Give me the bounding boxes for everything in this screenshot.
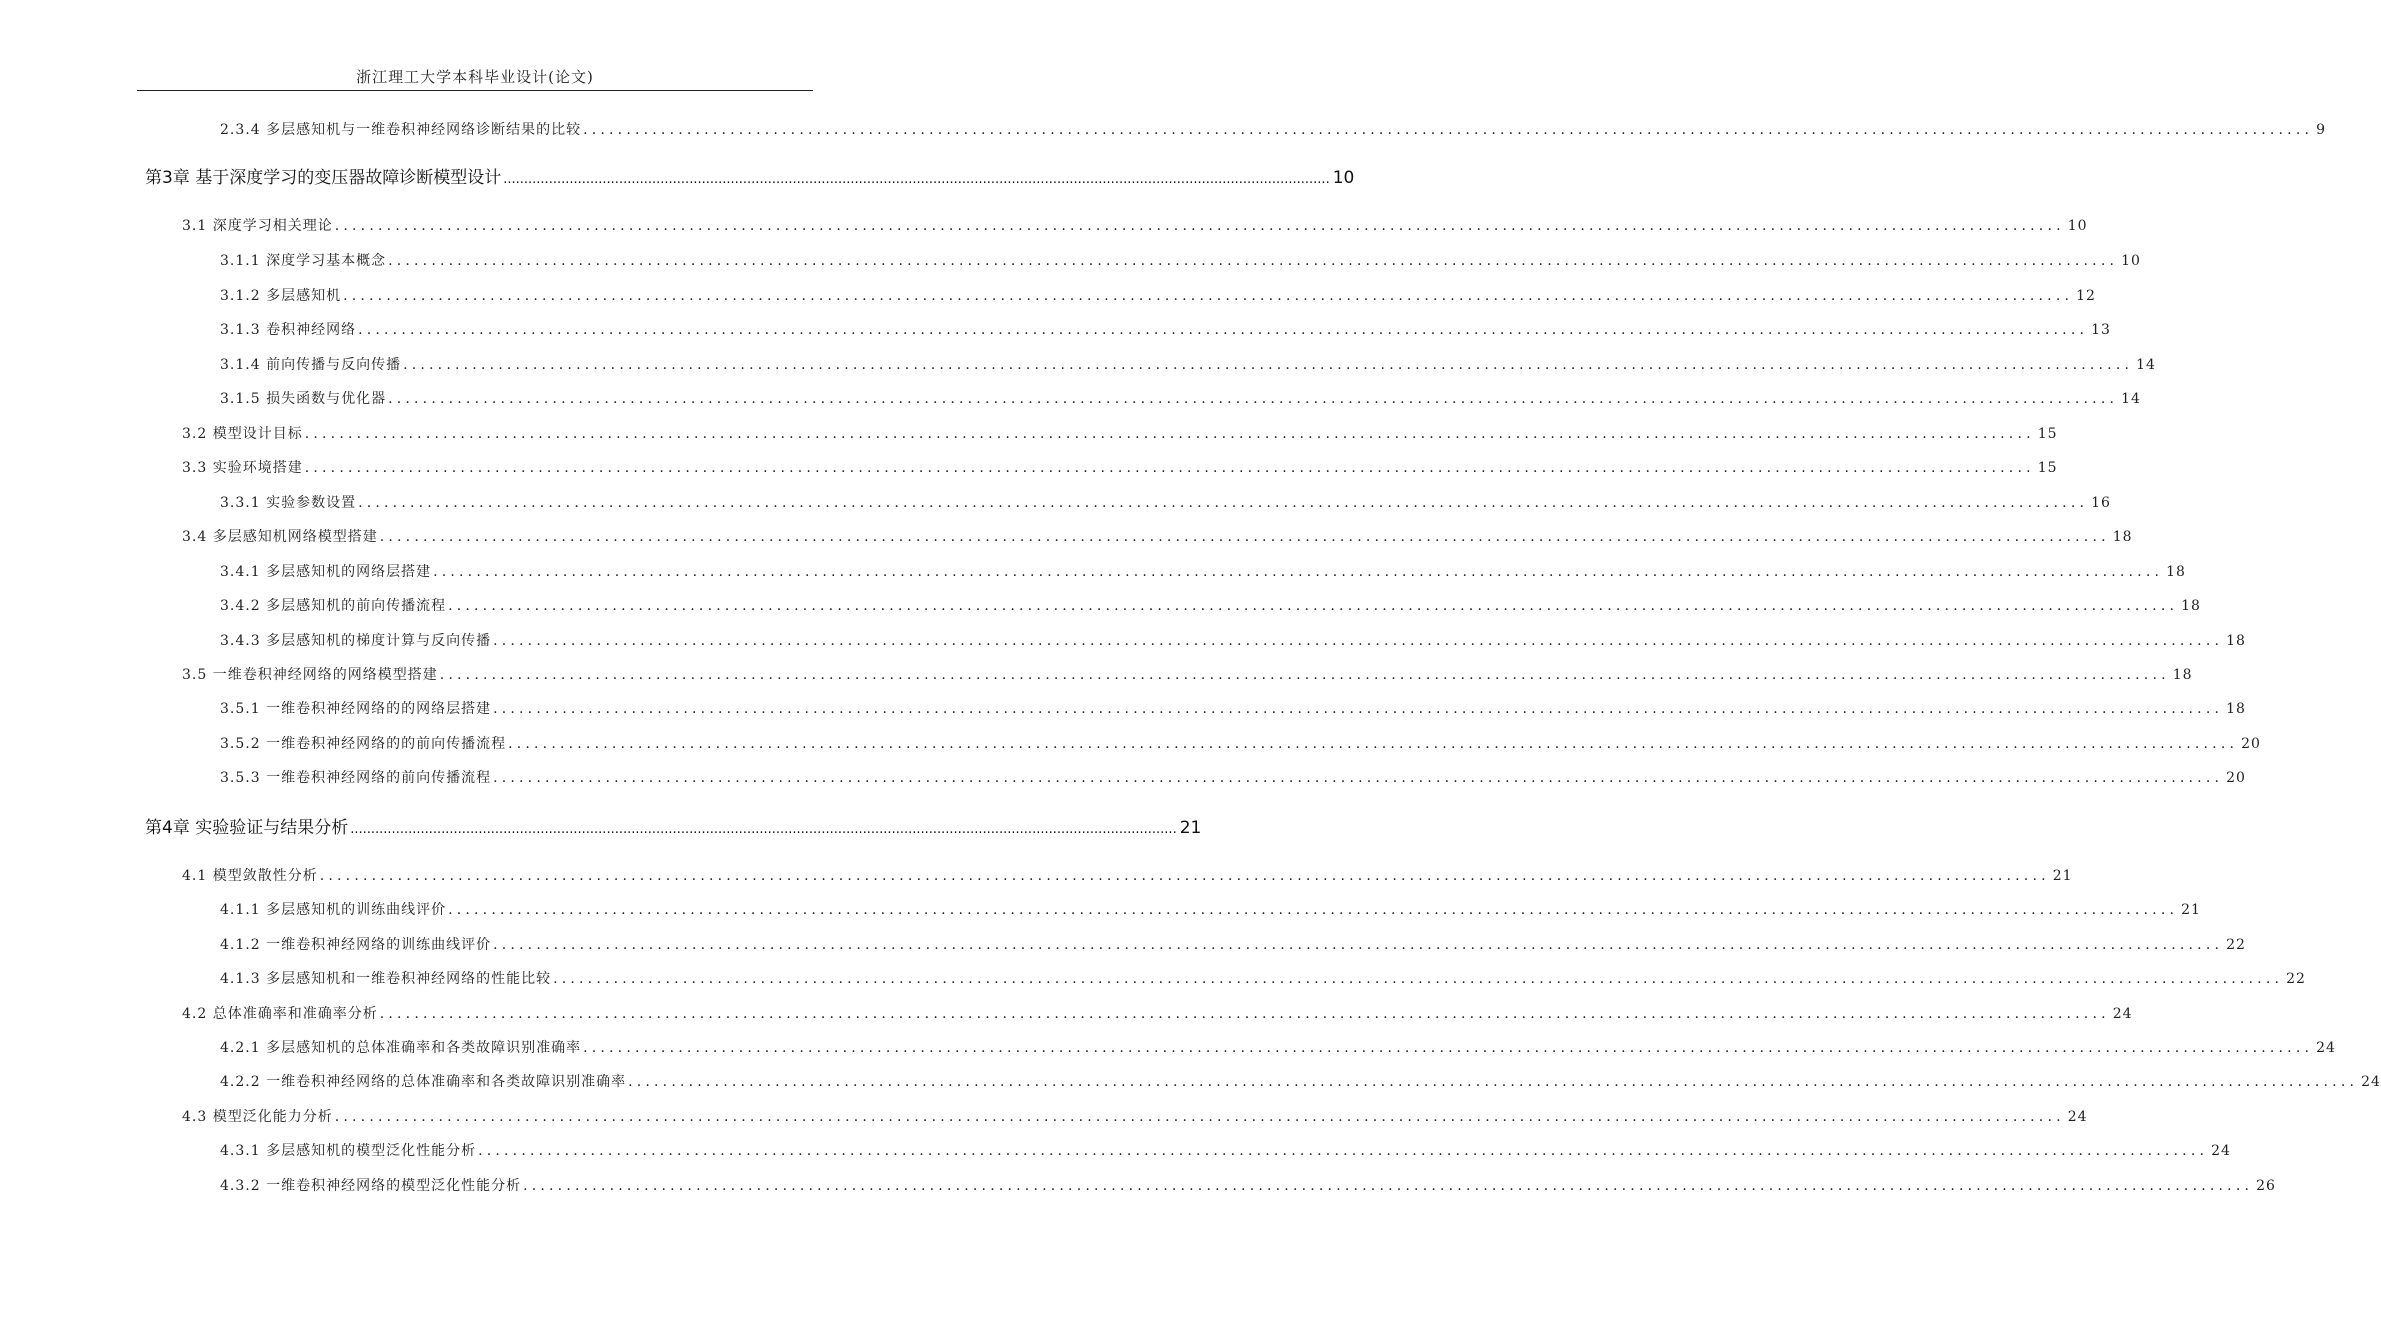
toc-section-entry[interactable] <box>220 561 2186 581</box>
toc-dot-leader: ........................................................................................................................................................................................................ <box>433 564 2164 580</box>
toc-dot-leader: ........................................................................................................................................................................................................ <box>304 426 2035 442</box>
toc-dot-leader: ........................................................................................................................................................................................................ <box>403 357 2134 373</box>
toc-entry-label: 3.1.4 前向传播与反向传播 <box>220 357 402 373</box>
toc-dot-leader: ........................................................................................................................................................................................................ <box>358 495 2089 511</box>
toc-entry-label: 4.3.1 多层感知机的模型泛化性能分析 <box>220 1143 477 1159</box>
toc-entry-label: 4.2 总体准确率和准确率分析 <box>182 1006 378 1022</box>
toc-section-entry[interactable] <box>220 767 2246 787</box>
toc-page-number: 18 <box>2112 529 2133 545</box>
toc-entry-label: 第4章 实验验证与结果分析 <box>145 818 349 838</box>
toc-entry-label: 3.1.2 多层感知机 <box>220 288 342 304</box>
toc-section-entry[interactable] <box>220 1140 2231 1160</box>
toc-dot-leader: ........................................................................................................................................................................................................ <box>343 288 2074 304</box>
toc-page-number: 15 <box>2037 460 2058 476</box>
toc-dot-leader: ........................................................................................................................................................................................................ <box>503 172 1330 187</box>
toc-entry-label: 3.2 模型设计目标 <box>182 426 303 442</box>
toc-section-entry[interactable] <box>220 698 2246 718</box>
toc-page-number: 24 <box>2316 1040 2336 1056</box>
toc-entry-label: 4.2.2 一维卷积神经网络的总体准确率和各类故障识别准确率 <box>220 1074 627 1090</box>
toc-section-entry[interactable] <box>220 934 2246 954</box>
toc-entry-label: 3.3 实验环境搭建 <box>182 460 303 476</box>
toc-section-entry[interactable] <box>220 899 2201 919</box>
toc-page-number: 10 <box>2121 253 2141 269</box>
toc-dot-leader: ........................................................................................................................................................................................................ <box>478 1143 2209 1159</box>
toc-page-number: 24 <box>2067 1109 2088 1125</box>
toc-dot-leader: ........................................................................................................................................................................................................ <box>358 322 2089 338</box>
toc-section-entry[interactable] <box>220 1175 2276 1195</box>
toc-entry-label: 4.1.1 多层感知机的训练曲线评价 <box>220 902 447 918</box>
toc-dot-leader: ........................................................................................................................................................................................................ <box>379 529 2110 545</box>
toc-page-number: 26 <box>2256 1178 2276 1194</box>
toc-entry-label: 3.1.1 深度学习基本概念 <box>220 253 387 269</box>
toc-page-number: 18 <box>2226 701 2246 717</box>
toc-page-number: 18 <box>2181 598 2201 614</box>
toc-dot-leader: ........................................................................................................................................................................................................ <box>334 218 2065 234</box>
toc-entry-label: 3.5.3 一维卷积神经网络的前向传播流程 <box>220 770 492 786</box>
toc-page-number: 10 <box>2067 218 2088 234</box>
toc-entry-label: 4.3 模型泛化能力分析 <box>182 1109 333 1125</box>
toc-entry-label: 3.4.3 多层感知机的梯度计算与反向传播 <box>220 633 492 649</box>
toc-entry-label: 4.3.2 一维卷积神经网络的模型泛化性能分析 <box>220 1178 522 1194</box>
toc-entry-label: 4.1.2 一维卷积神经网络的训练曲线评价 <box>220 937 492 953</box>
toc-page-number: 14 <box>2136 357 2156 373</box>
toc-entry-label: 3.4.2 多层感知机的前向传播流程 <box>220 598 447 614</box>
toc-entry-label: 3.4.1 多层感知机的网络层搭建 <box>220 564 432 580</box>
toc-dot-leader: ........................................................................................................................................................................................................ <box>439 667 2170 683</box>
toc-page-number: 13 <box>2091 322 2111 338</box>
toc-dot-leader: ........................................................................................................................................................................................................ <box>319 868 2050 884</box>
toc-entry-label: 第3章 基于深度学习的变压器故障诊断模型设计 <box>145 168 502 188</box>
toc-section-entry[interactable] <box>220 492 2111 512</box>
toc-dot-leader: ........................................................................................................................................................................................................ <box>583 1040 2314 1056</box>
toc-section-entry[interactable] <box>182 1003 2133 1023</box>
toc-dot-leader: ........................................................................................................................................................................................................ <box>334 1109 2065 1125</box>
toc-chapter-entry[interactable] <box>145 163 1355 188</box>
toc-page-number: 18 <box>2172 667 2193 683</box>
toc-entry-label: 2.3.4 多层感知机与一维卷积神经网络诊断结果的比较 <box>220 122 582 138</box>
toc-section-entry[interactable] <box>220 250 2141 270</box>
toc-section-entry[interactable] <box>220 119 2327 139</box>
toc-page-number: 14 <box>2121 391 2141 407</box>
toc-section-entry[interactable] <box>220 595 2201 615</box>
toc-entry-label: 3.5.1 一维卷积神经网络的的网络层搭建 <box>220 701 492 717</box>
toc-page-number: 22 <box>2286 971 2306 987</box>
toc-section-entry[interactable] <box>220 1037 2336 1057</box>
toc-page-number: 18 <box>2166 564 2186 580</box>
toc-page-number: 20 <box>2241 736 2261 752</box>
toc-entry-label: 4.1.3 多层感知机和一维卷积神经网络的性能比较 <box>220 971 552 987</box>
toc-dot-leader: ........................................................................................................................................................................................................ <box>379 1006 2110 1022</box>
toc-section-entry[interactable] <box>220 285 2096 305</box>
toc-section-entry[interactable] <box>182 664 2193 684</box>
toc-entry-label: 3.5 一维卷积神经网络的网络模型搭建 <box>182 667 438 683</box>
toc-page-number: 10 <box>1332 168 1355 188</box>
toc-dot-leader: ........................................................................................................................................................................................................ <box>388 391 2119 407</box>
toc-page-number: 21 <box>1179 818 1202 838</box>
toc-entry-label: 3.4 多层感知机网络模型搭建 <box>182 529 378 545</box>
toc-page-number: 22 <box>2226 937 2246 953</box>
toc-entry-label: 4.1 模型敛散性分析 <box>182 868 318 884</box>
toc-dot-leader: ........................................................................................................................................................................................................ <box>493 633 2224 649</box>
toc-section-entry[interactable] <box>182 526 2133 546</box>
toc-dot-leader: ........................................................................................................................................................................................................ <box>493 937 2224 953</box>
toc-dot-leader: ........................................................................................................................................................................................................ <box>508 736 2239 752</box>
toc-dot-leader: ........................................................................................................................................................................................................ <box>448 902 2179 918</box>
toc-section-entry[interactable] <box>220 319 2111 339</box>
toc-section-entry[interactable] <box>220 388 2141 408</box>
toc-section-entry[interactable] <box>220 733 2261 753</box>
toc-section-entry[interactable] <box>220 1071 2381 1091</box>
toc-section-entry[interactable] <box>182 423 2058 443</box>
toc-chapter-entry[interactable] <box>145 813 1202 838</box>
toc-entry-label: 3.3.1 实验参数设置 <box>220 495 357 511</box>
toc-section-entry[interactable] <box>182 457 2058 477</box>
toc-page-number: 21 <box>2052 868 2073 884</box>
toc-page-number: 16 <box>2091 495 2111 511</box>
toc-section-entry[interactable] <box>220 630 2246 650</box>
toc-page-number: 15 <box>2037 426 2058 442</box>
toc-page-number: 9 <box>2316 122 2327 138</box>
toc-page-number: 24 <box>2211 1143 2231 1159</box>
page-header-title: 浙江理工大学本科毕业设计(论文) <box>356 68 594 86</box>
toc-dot-leader: ........................................................................................................................................................................................................ <box>350 822 1177 837</box>
toc-entry-label: 4.2.1 多层感知机的总体准确率和各类故障识别准确率 <box>220 1040 582 1056</box>
toc-section-entry[interactable] <box>182 1106 2088 1126</box>
toc-entry-label: 3.5.2 一维卷积神经网络的的前向传播流程 <box>220 736 507 752</box>
toc-page-number: 24 <box>2112 1006 2133 1022</box>
toc-dot-leader: ........................................................................................................................................................................................................ <box>628 1074 2359 1090</box>
toc-dot-leader: ........................................................................................................................................................................................................ <box>553 971 2284 987</box>
toc-page-number: 12 <box>2076 288 2096 304</box>
toc-section-entry[interactable] <box>182 215 2088 235</box>
toc-entry-label: 3.1.3 卷积神经网络 <box>220 322 357 338</box>
toc-dot-leader: ........................................................................................................................................................................................................ <box>304 460 2035 476</box>
toc-dot-leader: ........................................................................................................................................................................................................ <box>493 770 2224 786</box>
toc-dot-leader: ........................................................................................................................................................................................................ <box>523 1178 2254 1194</box>
toc-page-number: 21 <box>2181 902 2201 918</box>
toc-page-number: 20 <box>2226 770 2246 786</box>
toc-page-number: 18 <box>2226 633 2246 649</box>
toc-dot-leader: ........................................................................................................................................................................................................ <box>388 253 2119 269</box>
toc-entry-label: 3.1 深度学习相关理论 <box>182 218 333 234</box>
toc-page-number: 24 <box>2361 1074 2381 1090</box>
toc-section-entry[interactable] <box>220 354 2156 374</box>
toc-dot-leader: ........................................................................................................................................................................................................ <box>493 701 2224 717</box>
toc-entry-label: 3.1.5 损失函数与优化器 <box>220 391 387 407</box>
toc-section-entry[interactable] <box>220 968 2306 988</box>
toc-dot-leader: ........................................................................................................................................................................................................ <box>583 122 2314 138</box>
toc-dot-leader: ........................................................................................................................................................................................................ <box>448 598 2179 614</box>
toc-section-entry[interactable] <box>182 865 2073 885</box>
